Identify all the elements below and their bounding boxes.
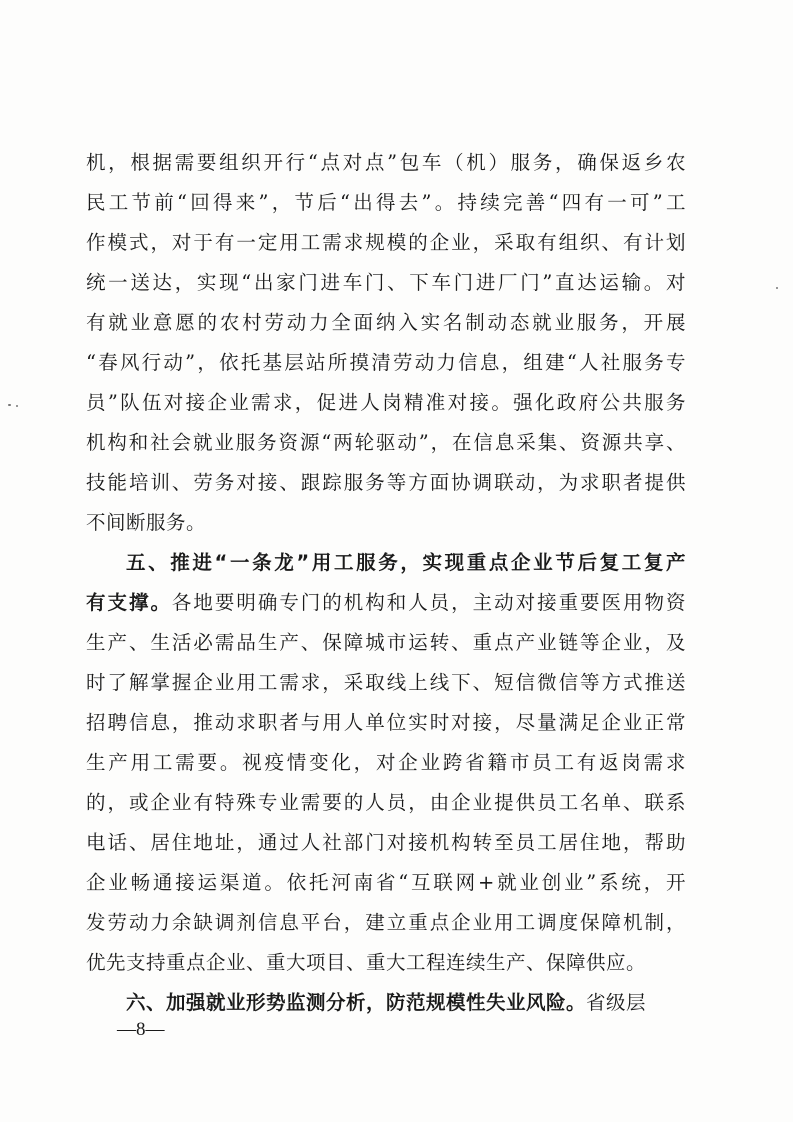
paragraph-line: 统一送达，实现“出家门进车门、下车门进厂门”直达运输。对 [86,271,686,294]
paragraph-line: 招聘信息，推动求职者与用人单位实时对接，尽量满足企业正常 [86,711,686,734]
scan-speck [8,404,11,406]
paragraph-line: 机构和社会就业服务资源“两轮驱动”，在信息采集、资源共享、 [86,431,686,454]
section-5-heading: 五、推进“一条龙”用工服务，实现重点企业节后复工复产 [126,551,686,574]
paragraph-line: 发劳动力余缺调剂信息平台，建立重点企业用工调度保障机制， [86,911,686,934]
paragraph-line: 电话、居住地址，通过人社部门对接机构转至员工居住地，帮助 [86,831,686,854]
scan-speck [16,405,18,407]
page-number: —8— [117,1019,165,1040]
document-body [86,143,686,1023]
paragraph-line: 员”队伍对接企业需求，促进人岗精准对接。强化政府公共服务 [86,391,686,414]
section-heading-line [86,983,686,1023]
paragraph-line: 的，或企业有特殊专业需要的人员，由企业提供员工名单、联系 [86,791,686,814]
paragraph-line: 机，根据需要组织开行“点对点”包车（机）服务，确保返乡农 [86,151,686,174]
paragraph-line: 生产、生活必需品生产、保障城市运转、重点产业链等企业，及 [86,631,686,654]
paragraph-line: 企业畅通接运渠道。依托河南省“互联网+就业创业”系统，开 [86,871,686,894]
paragraph-line: 民工节前“回得来”，节后“出得去”。持续完善“四有一可”工 [86,191,686,214]
paragraph-line: 不间断服务。 [86,511,207,534]
paragraph-line [86,583,686,623]
section-6-text: 省级层 [586,991,647,1014]
paragraph-line: 技能培训、劳务对接、跟踪服务等方面协调联动，为求职者提供 [86,471,686,494]
paragraph-line: 有就业意愿的农村劳动力全面纳入实名制动态就业服务，开展 [86,311,686,334]
paragraph-line: 生产用工需要。视疫情变化，对企业跨省籍市员工有返岗需求 [86,751,686,774]
section-heading-line [86,543,686,583]
paragraph-line: “春风行动”，依托基层站所摸清劳动力信息，组建“人社服务专 [86,351,686,374]
section-5-text: 各地要明确专门的机构和人员，主动对接重要医用物资 [171,591,686,614]
paragraph-line: 优先支持重点企业、重大项目、重大工程连续生产、保障供应。 [86,951,647,974]
paragraph-line: 时了解掌握企业用工需求，采取线上线下、短信微信等方式推送 [86,671,686,694]
section-5-heading-continued: 有支撑。 [86,591,172,614]
scan-speck [776,287,778,289]
section-6-heading: 六、加强就业形势监测分析，防范规模性失业风险。 [126,991,587,1014]
paragraph-line: 作模式，对于有一定用工需求规模的企业，采取有组织、有计划 [86,231,686,254]
